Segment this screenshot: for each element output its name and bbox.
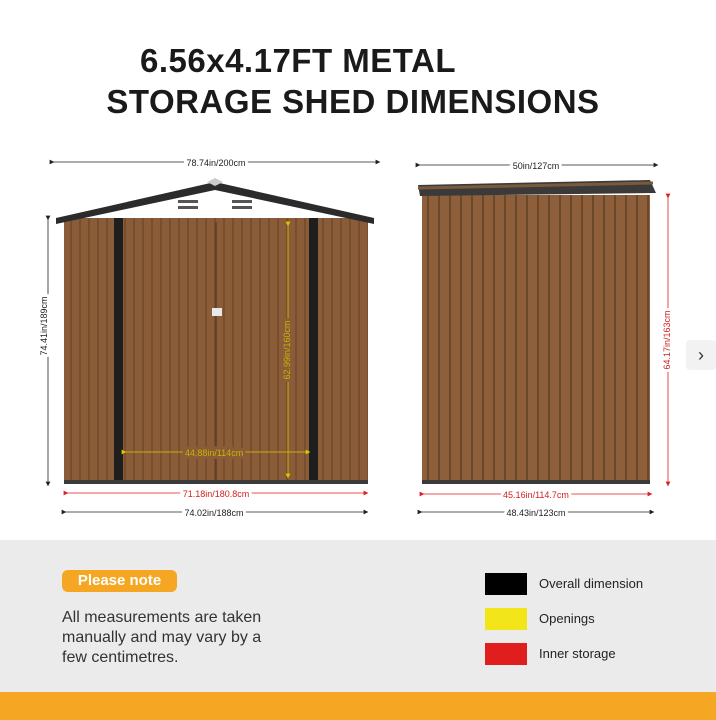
legend-swatch-yellow xyxy=(485,608,527,630)
side-overall-depth-label: 50in/127cm xyxy=(512,161,560,171)
footer-bar xyxy=(0,692,716,720)
legend-label: Overall dimension xyxy=(539,576,644,591)
side-inner-depth-label: 45.16in/114.7cm xyxy=(503,490,569,500)
legend-label: Inner storage xyxy=(539,646,616,661)
front-roof xyxy=(56,182,374,224)
side-shed xyxy=(418,180,656,484)
chevron-right-icon[interactable]: › xyxy=(686,340,716,370)
door-width-label: 44.88in/114cm xyxy=(184,448,244,458)
please-note-badge: Please note xyxy=(62,570,177,592)
front-shed xyxy=(56,178,374,484)
front-overall-height-label: 74.41in/189cm xyxy=(39,296,49,356)
side-wall xyxy=(422,195,650,484)
page-title-line2: STORAGE SHED DIMENSIONS xyxy=(106,83,600,120)
front-base-width-label: 74.02in/188cm xyxy=(184,508,244,518)
door-height-label: 62.99in/160cm xyxy=(282,320,292,380)
front-inner-width-label: 71.18in/180.8cm xyxy=(182,489,250,499)
shed-illustration xyxy=(0,140,716,530)
note-text: All measurements are taken manually and may vary by a few centimetres. xyxy=(62,609,262,666)
side-inner-height-label: 64.17in/163cm xyxy=(662,310,672,370)
front-overall-width-label: 78.74in/200cm xyxy=(186,158,246,168)
legend-swatch-black xyxy=(485,573,527,595)
side-base-depth-label: 48.43in/123cm xyxy=(506,508,566,518)
door-handle xyxy=(212,308,222,316)
legend-label: Openings xyxy=(539,611,595,626)
legend-swatch-red xyxy=(485,643,527,665)
page-title-line1: 6.56x4.17FT METAL xyxy=(140,42,456,79)
